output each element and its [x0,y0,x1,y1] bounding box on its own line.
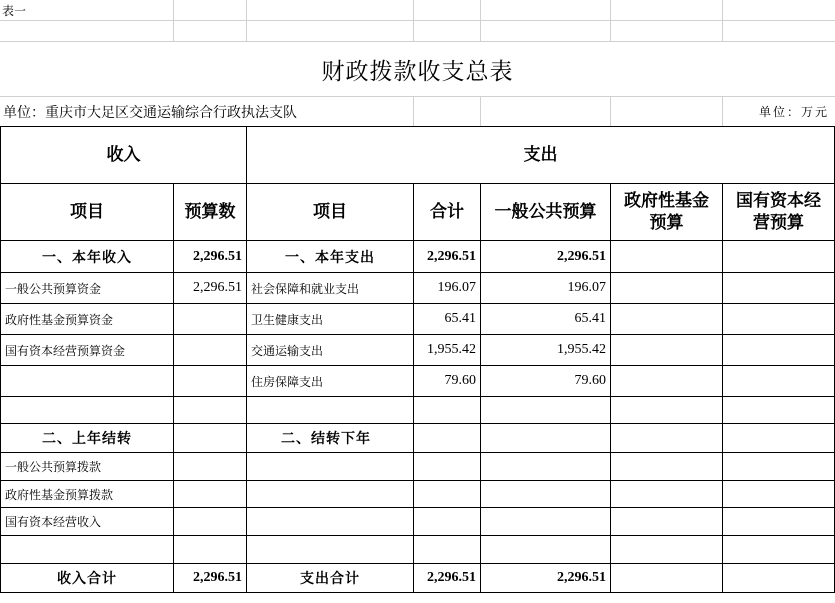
income-amount-cell [174,481,246,507]
general-budget-cell: 2,296.51 [557,248,606,264]
expense-total-cell: 79.60 [444,373,476,388]
general-budget-cell [481,481,610,507]
general-budget-cell: 2,296.51 [557,570,606,585]
general-budget-cell [481,424,610,452]
state-capital-cell [723,536,834,563]
general-budget-cell: 1,955.42 [557,342,606,357]
state-capital-cell [723,564,834,592]
general-budget-cell: 196.07 [567,280,606,295]
header-total: 合计 [430,202,464,222]
expense-total-cell: 2,296.51 [427,248,476,264]
gridline [0,20,835,21]
income-item-cell: 一、本年收入 [42,249,132,266]
header-budget-amount: 预算数 [184,202,236,222]
income-item-cell: 政府性基金预算资金 [5,312,114,327]
income-amount-cell: 2,296.51 [193,248,242,264]
gov-fund-cell [611,508,722,535]
expense-item-cell: 社会保障和就业支出 [251,281,360,296]
gov-fund-cell [611,424,722,452]
general-budget-cell: 79.60 [574,373,606,388]
income-item-cell: 政府性基金预算拨款 [5,487,114,502]
expense-total-cell: 196.07 [437,280,476,295]
general-budget-cell [481,536,610,563]
income-item-cell: 国有资本经营预算资金 [5,343,126,358]
state-capital-cell [723,304,834,334]
gov-fund-cell [611,335,722,365]
expense-total-cell: 65.41 [444,311,476,326]
expense-total-cell [414,481,480,507]
unit-currency: 单位：万元 [758,105,829,119]
state-capital-cell [723,481,834,507]
gov-fund-cell [611,564,722,592]
income-amount-cell [174,304,246,334]
gridline [610,0,611,41]
state-capital-cell [723,424,834,452]
header-gov-fund-budget: 政府性基金预算 [624,191,709,233]
expense-total-cell [414,453,480,480]
sheet-tag: 表一 [2,3,27,18]
gov-fund-cell [611,241,722,272]
gov-fund-cell [611,481,722,507]
gridline [480,96,481,126]
gridline [413,0,414,41]
gridline [722,0,723,41]
expense-total-cell [414,508,480,535]
expense-item-cell: 二、结转下年 [281,431,371,447]
income-item-cell [1,397,173,423]
general-budget-cell: 65.41 [574,311,606,326]
state-capital-cell [723,273,834,303]
expense-item-cell [247,536,413,563]
table-border [0,592,835,593]
general-budget-cell [481,508,610,535]
unit-organization: 单位：重庆市大足区交通运输综合行政执法支队 [3,104,297,121]
expense-total-cell: 1,955.42 [427,342,476,357]
gridline [413,96,414,126]
header-general-public-budget: 一般公共预算 [494,202,597,222]
expense-item-cell [247,481,413,507]
expense-item-cell: 住房保障支出 [251,374,324,389]
header-expense-item: 项目 [313,202,347,222]
income-amount-cell [174,508,246,535]
income-amount-cell [174,453,246,480]
state-capital-cell [723,453,834,480]
expense-total-cell [414,536,480,563]
state-capital-cell [723,335,834,365]
header-expense: 支出 [523,145,558,165]
income-amount-cell [174,397,246,423]
general-budget-cell [481,453,610,480]
income-amount-cell [174,335,246,365]
gov-fund-cell [611,304,722,334]
income-item-cell: 一般公共预算资金 [5,281,102,296]
gridline [480,0,481,41]
header-state-capital-budget: 国有资本经营预算 [736,191,821,233]
income-item-cell [1,536,173,563]
expense-item-cell: 支出合计 [300,571,360,587]
expense-item-cell: 卫生健康支出 [251,312,324,327]
expense-total-cell: 2,296.51 [427,570,476,585]
income-item-cell: 收入合计 [57,571,117,587]
income-item-cell: 一般公共预算拨款 [5,460,102,474]
gov-fund-cell [611,536,722,563]
income-amount-cell [174,424,246,452]
gridline [246,0,247,41]
gov-fund-cell [611,453,722,480]
gridline [173,0,174,41]
income-amount-cell [174,366,246,396]
header-income-item: 项目 [70,202,104,222]
expense-item-cell: 交通运输支出 [251,343,324,358]
income-item-cell [1,366,173,396]
expense-item-cell [247,397,413,423]
expense-item-cell: 一、本年支出 [285,249,375,266]
state-capital-cell [723,508,834,535]
income-amount-cell [174,536,246,563]
income-amount-cell: 2,296.51 [193,280,242,295]
income-amount-cell: 2,296.51 [193,570,242,585]
state-capital-cell [723,366,834,396]
gov-fund-cell [611,366,722,396]
income-item-cell: 二、上年结转 [42,431,132,447]
table-title: 财政拨款收支总表 [321,58,514,85]
gov-fund-cell [611,397,722,423]
expense-total-cell [414,397,480,423]
state-capital-cell [723,397,834,423]
header-income: 收入 [106,145,141,165]
gov-fund-cell [611,273,722,303]
state-capital-cell [723,241,834,272]
expense-item-cell [247,453,413,480]
expense-total-cell [414,424,480,452]
general-budget-cell [481,397,610,423]
expense-item-cell [247,508,413,535]
income-item-cell: 国有资本经营收入 [5,515,102,529]
